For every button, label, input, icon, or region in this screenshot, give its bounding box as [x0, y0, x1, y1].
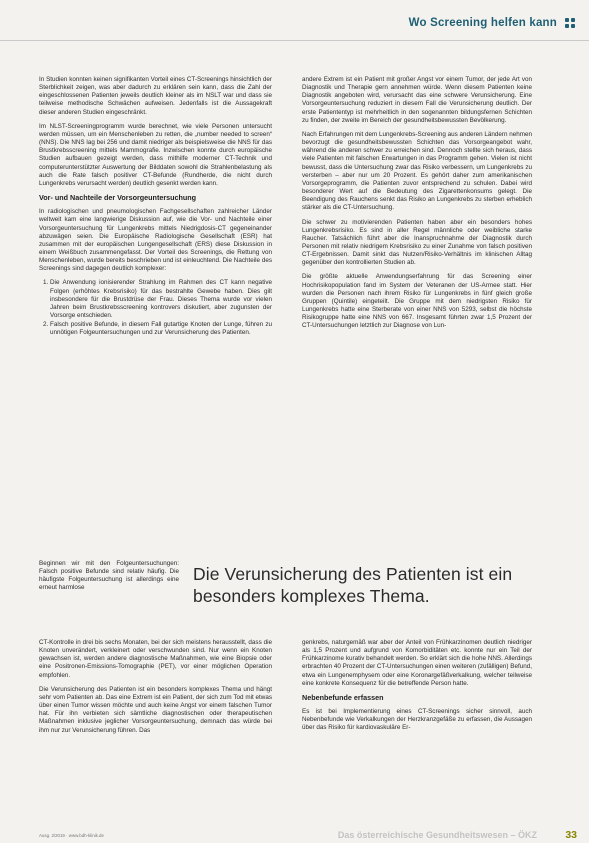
paragraph: In Studien konnten keinen signifikanten Vorteil eines CT-Screenings hinsichtlich der Sterblichkeit zeigen, was aber dadurch zu erklären sein kann, dass die Zahl der eingeschlossenen Patienten jeweils deutlich kleiner als im NSLT war und dass sie teilweise methodische Schwächen aufweisen. Jedenfalls ist die Aussagekraft dieser anderen Studien eingeschränkt.	[39, 76, 272, 116]
column-right-top	[302, 76, 532, 337]
paragraph: Nach Erfahrungen mit dem Lungenkrebs-Screening aus anderen Ländern nehmen bevorzugt die gesundheitsbewussten Schichten das Vorsorgeangebot wahr, während die anderen schwer zu erreichen sind. Dennoch stellte sich heraus, dass viele Patienten mit falschen Erwartungen in das Programm gehen. Vielen ist nicht bewusst, dass die Untersuchung zwar das Risiko verbessern, um Lungenkrebs zu versterben – aber nur um 20 Prozent. Es gehört daher zum amerikanischen Vorsorgeprogramm, die Patienten zuvor entsprechend zu schulen. Dabei wird besonderer Wert auf die Bedeutung des Zigarettenkonsums gelegt. Die Beendigung des Rauchens senkt das Risiko an Lungenkrebs zu sterben erheblich stärker als die CT-Untersuchung.	[302, 130, 532, 212]
header-divider	[0, 40, 589, 41]
dots-icon	[565, 18, 575, 28]
paragraph: Es ist bei Implementierung eines CT-Screenings sicher sinnvoll, auch Nebenbefunde wie Verkalkungen der Herzkranzgefäße zu erfassen, die Aussagen über das Risiko für kardiovaskuläre Er-	[302, 708, 532, 732]
subheading: Nebenbefunde erfassen	[302, 692, 384, 702]
paragraph: genkrebs, naturgemäß war aber der Anteil von Frühkarzinomen deutlich niedriger als 1,5 Prozent und aufgrund von Komorbiditäten etc. konnte nur ein Teil der Frühkarzinome kurativ behandelt werden. So erklärt sich die hohe NNS. Allerdings erbrachten 40 Prozent der CT-Untersuchungen einen weiteren (zufälligen) Befund, etwa ein Lungenemphysem oder eine Koronargefäßverkalkung, welcher teilweise eine konkrete Konsequenz für die betreffende Person hatte.	[302, 639, 532, 687]
paragraph: Die größte aktuelle Anwendungserfahrung für das Screening einer Hochrisikopopulation fand im System der Veteranen der US-Armee statt. Hier wurden die Personen nach ihrem Risiko für Lungenkrebs in fünf gleich große Gruppen (Quintile) eingeteilt. Die Gruppe mit dem niedrigsten Risiko für Lungenkrebs hatte eine Sterberate von einer NNS von 5293, selbst die höchste Risikogruppe hatte eine NNS von 667. Insgesamt führten zwar 1,5 Prozent der CT-Untersuchungen letztlich zur Diagnose von Lun-	[302, 273, 532, 330]
column-right-bottom	[302, 639, 532, 739]
section-title: Wo Screening helfen kann	[408, 17, 557, 29]
paragraph: Die schwer zu motivierenden Patienten haben aber ein besonders hohes Lungenkrebsrisiko. Es sind in aller Regel männliche oder weibliche starke Raucher. Tatsächlich führt aber die Inanspruchnahme der Diagnostik durch Personen mit relativ niedrigem Krebsrisiko zu einer Zunahme von falsch positiven CT-Ergebnissen. Damit sinkt das Nutzen/Risiko-Verhältnis im klinischen Alltag gegenüber den kontrollierten Studien ab.	[302, 218, 532, 267]
list-item: 1. Die Anwendung ionisierender Strahlung im Rahmen des CT kann negative Folgen (erhöhtes Krebsrisiko) für das bestrahlte Gewebe haben. Dies gilt insbesondere für die Brustdrüse der Frau. Dieses Thema wurde vor vielen Jahren beim Brustkrebsscreening kontrovers diskutiert, aber zugunsten der Vorsorge entschieden.	[50, 279, 272, 320]
paragraph: CT-Kontrolle in drei bis sechs Monaten, bei der sich meistens herausstellt, dass die Knoten unverändert, verkleinert oder verschwunden sind. Nur wenn ein Knoten gewachsen ist, werden andere diagnostische Maßnahmen, wie eine Biopsie oder eine Positronen-Emissions-Tomographie (PET), vor einer möglichen Operation empfohlen.	[39, 639, 272, 679]
numbered-list	[39, 279, 272, 337]
page-number: 33	[565, 829, 577, 841]
paragraph: Im NLST-Screeningprogramm wurde berechnet, wie viele Personen untersucht werden müssen, um ein Menschenleben zu retten, die „number needed to screen“ (NNS). Die NNS lag bei 256 und damit niedriger als beispielsweise die NNS für das Brustkrebsscreening mittels Mammografie. Inzwischen konnte durch europäische Studien aufbauen gezeigt werden, dass mithilfe moderner CT-Technik und computerunterstützter Auswertung der Bilddaten sowohl die Strahlenbelastung als auch die Rate falsch positiver CT-Befunde (Rundherde, die nicht durch Lungenkrebs verursacht werden) deutlich gesenkt werden kann.	[39, 122, 272, 187]
column-left-top	[39, 76, 272, 344]
paragraph: andere Extrem ist ein Patient mit großer Angst vor einem Tumor, der jede Art von Diagnostik und Therapie gern annehmen würde. Wenn diesem Patienten keine Diagnostik angeboten wird, verursacht das eine schwere Verunsicherung. Eine Vorsorgeuntersuchung reduziert in diesem Fall die Verunsicherung deutlich. Der erste Patiententyp ist mehrheitlich in den sogenannten bildungsfernen Schichten zu finden, der zweite im Bereich der gesundheitsbewussten Bevölkerung.	[302, 76, 532, 124]
paragraph-wrap: Beginnen wir mit den Folgeuntersuchungen: Falsch positive Befunde sind relativ häufig. Die häufigste Folgeuntersuchung ist allerdings eine erneut harmlose	[39, 560, 179, 592]
paragraph: Die Verunsicherung des Patienten ist ein besonders komplexes Thema und hängt sehr vom Patienten ab. Das eine Extrem ist ein Patient, der sich zum Tod mit etwas über einen Tumor wissen möchte und auch keine Angst vor einem falschen Tumor hat. Für ihn verbieten sich sämtliche diagnostischen oder therapeutischen Maßnahmen inklusive jeglicher Vorsorgeuntersuchung, demnach das würde bei ihm nur zur Verunsicherung führen. Das	[39, 685, 272, 734]
subheading: Vor- und Nachteile der Vorsorgeuntersuchung	[39, 193, 197, 203]
page-header	[409, 10, 575, 36]
paragraph: In radiologischen und pneumologischen Fachgesellschaften zahlreicher Länder weltweit kam eine langwierige Diskussion auf, wie die Vor- und Nachteile einer Vorsorgeuntersuchung für Lungenkrebs mittels Niedrigdosis-CT gegeneinander abzuwägen seien. Die Europäische Radiologische Gesellschaft (ESR) hat zusammen mit der europäischen Lungengesellschaft (ERS) diese Diskussion in einem Weißbuch zusammengefasst. Der Vorteil des Screenings, die Rettung von Menschenleben, wurde bereits beschrieben und ist einleuchtend. Die Nachteile des Screenings sind dagegen deutlich komplexer:	[39, 208, 272, 273]
journal-name: Das österreichische Gesundheitswesen – ÖKZ	[337, 830, 537, 840]
footer-note: Ausg. 2/2019 · www.bdh-klinik.de	[39, 833, 104, 838]
list-item: 2. Falsch positive Befunde, in diesem Fall gutartige Knoten der Lunge, führen zu unnötigen Folgeuntersuchungen und zur Verunsicherung des Patienten.	[50, 321, 272, 337]
page-footer	[39, 831, 577, 843]
column-left-bottom	[39, 639, 272, 741]
pull-quote: Die Verunsicherung des Patienten ist ein besonders komplexes Thema.	[193, 564, 513, 606]
